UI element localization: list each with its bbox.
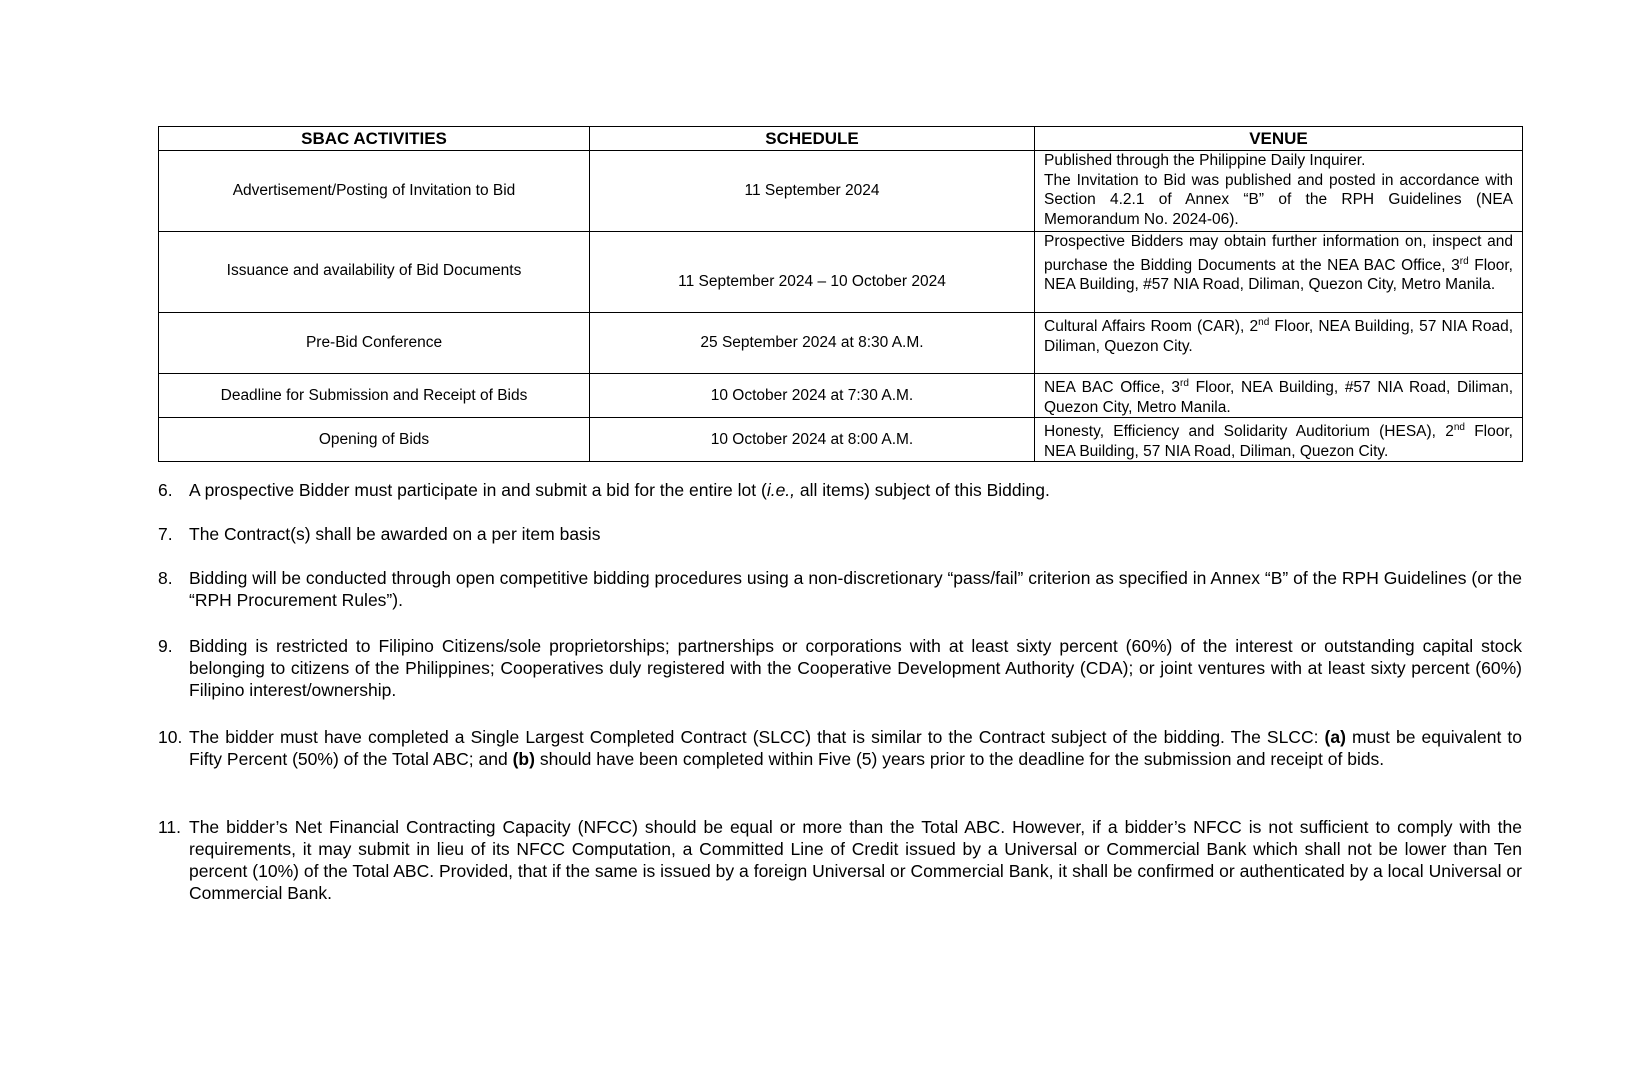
activity-cell: Advertisement/Posting of Invitation to Bid bbox=[159, 151, 590, 232]
venue-cell bbox=[1035, 313, 1523, 374]
paragraph-number: 10. bbox=[158, 727, 183, 747]
venue-cell bbox=[1035, 151, 1523, 232]
paragraph-text: The bidder must have completed a Single Largest Completed Contract (SLCC) that is similar to the Contract subject of the bidding. The SLCC: (a) must be equivalent to Fifty Percent (50%) of the Total ABC; and (b) should have been completed within Five (5) years prior to the deadline for the submission and receipt of bids. bbox=[189, 727, 1522, 769]
activity-cell bbox=[159, 232, 590, 313]
venue-cell bbox=[1035, 232, 1523, 313]
paragraph-11 bbox=[158, 816, 1522, 904]
header-activities: SBAC ACTIVITIES bbox=[159, 127, 590, 151]
paragraph-text: Bidding will be conducted through open competitive bidding procedures using a non-discretionary “pass/fail” criterion as specified in Annex “B” of the RPH Guidelines (or the “RPH Procurement Rules”). bbox=[189, 568, 1522, 610]
activity-text: Issuance and availability of Bid Documents bbox=[226, 262, 522, 279]
paragraph-text: Bidding is restricted to Filipino Citizens/sole proprietorships; partnerships or corporations with at least sixty percent (60%) of the interest or outstanding capital stock belonging to citizens of the Philippines; Cooperatives duly registered with the Cooperative Development Authority (CDA); or joint ventures with at least sixty percent (60%) Filipino interest/ownership. bbox=[189, 636, 1522, 700]
paragraph-number: 7. bbox=[158, 524, 173, 544]
paragraph-number: 11. bbox=[158, 817, 182, 837]
schedule-cell: 11 September 2024 bbox=[590, 151, 1035, 232]
schedule-text: 25 September 2024 at 8:30 A.M. bbox=[700, 334, 924, 351]
paragraph-number: 9. bbox=[158, 636, 173, 656]
paragraph-text: A prospective Bidder must participate in and submit a bid for the entire lot (i.e., all items) subject of this Bidding. bbox=[189, 480, 1050, 500]
header-schedule: SCHEDULE bbox=[590, 127, 1035, 151]
schedule-cell bbox=[590, 232, 1035, 313]
sbac-schedule-table bbox=[158, 126, 1523, 462]
schedule-cell: 10 October 2024 at 8:00 A.M. bbox=[590, 418, 1035, 462]
venue-text: Prospective Bidders may obtain further information on, inspect and purchase the Bidding Documents at the NEA BAC Office, 3rd Floor, NEA Building, #57 NIA Road, Diliman, Quezon City, Metro Manila. bbox=[1044, 233, 1513, 294]
schedule-cell bbox=[590, 313, 1035, 374]
venue-text: NEA BAC Office, 3rd Floor, NEA Building, #57 NIA Road, Diliman, Quezon City, Metro Manila. bbox=[1044, 378, 1513, 416]
table-row bbox=[159, 232, 1523, 313]
schedule-text: 11 September 2024 – 10 October 2024 bbox=[678, 273, 946, 290]
activity-cell: Deadline for Submission and Receipt of Bids bbox=[159, 374, 590, 418]
table-row bbox=[159, 313, 1523, 374]
venue-line: The Invitation to Bid was published and posted in accordance with Section 4.2.1 of Annex “B” of the RPH Guidelines (NEA Memorandum No. 2024-06). bbox=[1044, 171, 1513, 228]
paragraph-8 bbox=[158, 567, 1522, 611]
table-row bbox=[159, 418, 1523, 462]
paragraph-9 bbox=[158, 635, 1522, 701]
venue-line: Published through the Philippine Daily Inquirer. bbox=[1044, 152, 1366, 169]
activity-cell: Opening of Bids bbox=[159, 418, 590, 462]
venue-cell bbox=[1035, 418, 1523, 462]
paragraph-6 bbox=[158, 479, 1522, 501]
schedule-cell: 10 October 2024 at 7:30 A.M. bbox=[590, 374, 1035, 418]
table-header-row bbox=[159, 127, 1523, 151]
venue-text: Honesty, Efficiency and Solidarity Auditorium (HESA), 2nd Floor, NEA Building, 57 NIA Road, Diliman, Quezon City. bbox=[1044, 422, 1513, 460]
activity-text: Pre-Bid Conference bbox=[305, 334, 443, 351]
paragraph-text: The Contract(s) shall be awarded on a per item basis bbox=[189, 524, 601, 544]
activity-cell bbox=[159, 313, 590, 374]
paragraph-text: The bidder’s Net Financial Contracting Capacity (NFCC) should be equal or more than the Total ABC. However, if a bidder’s NFCC is not sufficient to comply with the requirements, it may submit in lieu of its NFCC Computation, a Committed Line of Credit issued by a Universal or Commercial Bank which shall not be lower than Ten percent (10%) of the Total ABC. Provided, that if the same is issued by a foreign Universal or Commercial Bank, it shall be confirmed or authenticated by a local Universal or Commercial Bank. bbox=[189, 817, 1522, 903]
paragraph-number: 6. bbox=[158, 480, 173, 500]
paragraph-number: 8. bbox=[158, 568, 173, 588]
paragraph-10 bbox=[158, 726, 1522, 770]
table-row bbox=[159, 151, 1523, 232]
venue-text: Cultural Affairs Room (CAR), 2nd Floor, NEA Building, 57 NIA Road, Diliman, Quezon City. bbox=[1044, 317, 1513, 355]
header-venue: VENUE bbox=[1035, 127, 1523, 151]
venue-cell bbox=[1035, 374, 1523, 418]
table-row bbox=[159, 374, 1523, 418]
paragraph-7 bbox=[158, 523, 1522, 545]
